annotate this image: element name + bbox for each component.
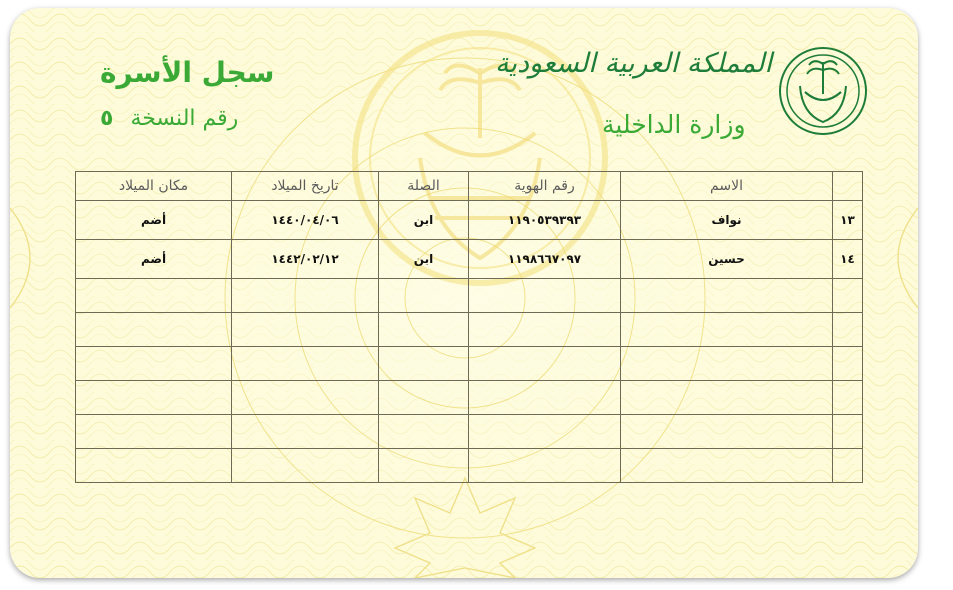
row-name: حسين (621, 240, 833, 279)
row-relation: ابن (379, 240, 469, 279)
empty-cell (621, 449, 833, 483)
table-header-row (76, 172, 863, 201)
header-id: رقم الهوية (469, 172, 621, 201)
page-title: سجل الأسرة (100, 56, 275, 89)
empty-cell (833, 347, 863, 381)
empty-cell (621, 347, 833, 381)
empty-cell (232, 313, 379, 347)
row-birth-date: ١٤٤٢/٠٢/١٢ (232, 240, 379, 279)
table-row (76, 240, 863, 279)
empty-cell (833, 415, 863, 449)
header-relation: الصلة (379, 172, 469, 201)
table-row (76, 201, 863, 240)
empty-cell (469, 381, 621, 415)
empty-cell (232, 279, 379, 313)
empty-cell (379, 449, 469, 483)
row-relation: ابن (379, 201, 469, 240)
row-name: نواف (621, 201, 833, 240)
row-id-number: ١١٩٨٦٦٧٠٩٧ (469, 240, 621, 279)
empty-table-row (76, 415, 863, 449)
row-birth-date: ١٤٤٠/٠٤/٠٦ (232, 201, 379, 240)
empty-cell (379, 279, 469, 313)
header-birth-place: مكان الميلاد (76, 172, 232, 201)
kingdom-title: المملكة العربية السعودية (494, 48, 772, 79)
ministry-title: وزارة الداخلية (602, 110, 746, 139)
empty-cell (469, 313, 621, 347)
header-name: الاسم (621, 172, 833, 201)
row-birth-place: أضم (76, 240, 232, 279)
row-birth-place: أضم (76, 201, 232, 240)
empty-cell (379, 415, 469, 449)
empty-cell (833, 313, 863, 347)
empty-table-row (76, 313, 863, 347)
empty-cell (621, 415, 833, 449)
row-seq: ١٤ (833, 240, 863, 279)
empty-cell (379, 347, 469, 381)
empty-cell (232, 415, 379, 449)
row-seq: ١٣ (833, 201, 863, 240)
empty-cell (621, 279, 833, 313)
empty-cell (469, 449, 621, 483)
saudi-emblem-palm-swords-icon (778, 46, 868, 136)
empty-cell (469, 347, 621, 381)
empty-cell (833, 381, 863, 415)
empty-cell (379, 381, 469, 415)
empty-cell (469, 279, 621, 313)
empty-table-row (76, 449, 863, 483)
empty-cell (76, 381, 232, 415)
empty-cell (232, 381, 379, 415)
empty-cell (379, 313, 469, 347)
empty-cell (621, 381, 833, 415)
empty-cell (76, 279, 232, 313)
empty-cell (76, 347, 232, 381)
empty-cell (232, 449, 379, 483)
empty-table-row (76, 381, 863, 415)
copy-number-value: ٥ (100, 106, 114, 131)
copy-number-label: رقم النسخة (130, 106, 239, 131)
empty-cell (76, 415, 232, 449)
empty-cell (833, 279, 863, 313)
empty-table-row (76, 347, 863, 381)
header-birth-date: تاريخ الميلاد (232, 172, 379, 201)
family-register-card (10, 8, 918, 578)
family-members-table (75, 171, 863, 483)
header-seq (833, 172, 863, 201)
row-id-number: ١١٩٠٥٣٩٣٩٣ (469, 201, 621, 240)
empty-cell (232, 347, 379, 381)
empty-cell (76, 313, 232, 347)
empty-cell (76, 449, 232, 483)
empty-table-row (76, 279, 863, 313)
copy-number-row (100, 106, 238, 131)
empty-cell (469, 415, 621, 449)
empty-cell (833, 449, 863, 483)
empty-cell (621, 313, 833, 347)
